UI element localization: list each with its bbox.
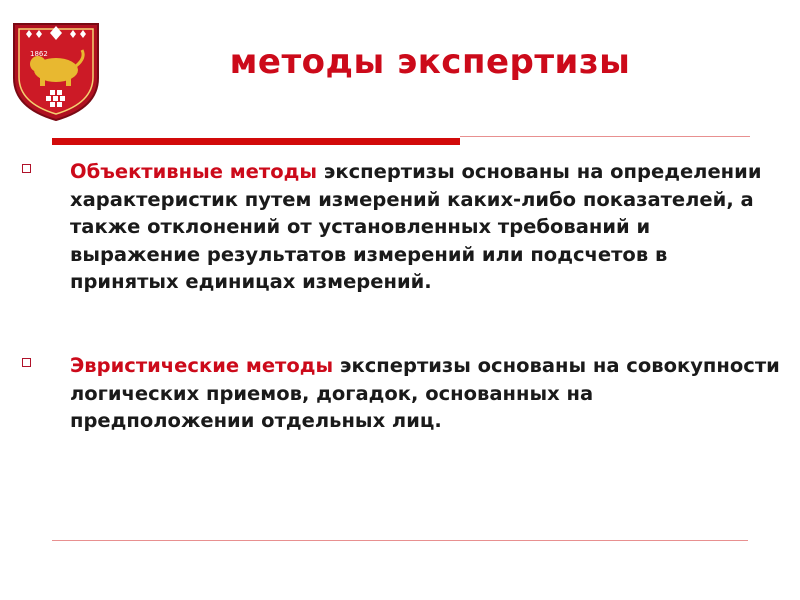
square-bullet-icon	[22, 164, 31, 173]
crest-lettering: 1862	[30, 50, 48, 58]
slide-title: методы экспертизы	[229, 42, 631, 82]
title-underline-thick	[52, 138, 460, 145]
bullet-accent: Объективные методы	[70, 160, 317, 183]
square-bullet-icon	[22, 358, 31, 367]
title-underline-thin	[460, 136, 750, 137]
crest-logo	[10, 20, 102, 124]
bullet-text	[70, 352, 782, 435]
bullet-accent: Эвристические методы	[70, 354, 334, 377]
bullet-text	[70, 158, 782, 296]
bullet-body: экспертизы основаны на определении характеристик путем измерений каких-либо показателей, а также отклонений от установленных требований и выражение результатов измерений или подсчетов в принятых единицах измерений.	[70, 160, 762, 293]
footer-divider	[52, 540, 748, 541]
bullet-body: экспертизы основаны на совокупности логических приемов, догадок, основанных на предположении отдельных лиц.	[70, 354, 780, 432]
